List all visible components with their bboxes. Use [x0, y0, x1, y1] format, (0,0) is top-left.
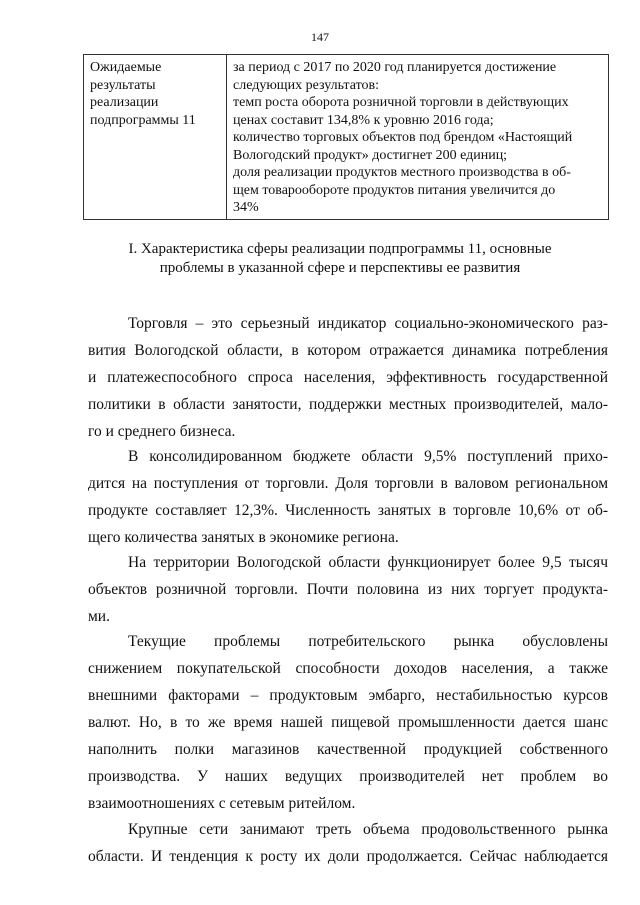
body-line: снижением покупательской способности доходов населения, а также — [88, 660, 608, 677]
content-line: 34% — [233, 200, 259, 215]
body-line: На территории Вологодской области функционирует более 9,5 тысяч — [128, 554, 608, 571]
section-heading — [110, 240, 570, 278]
body-line: внешними факторами – продуктовым эмбарго, нестабильностью курсов — [88, 687, 608, 704]
content-line: Вологодский продукт» достигнет 200 единиц; — [233, 147, 508, 163]
body-line: взаимоотношениях с сетевым ритейлом. — [88, 795, 356, 812]
content-line: темп роста оборота розничной торговли в действующих — [233, 95, 569, 110]
body-line: наполнить полки магазинов качественной продукцией собственного — [88, 741, 608, 758]
body-line: объектов розничной торговли. Почти половина из них торгует продукта- — [88, 581, 608, 598]
body-line: ми. — [88, 608, 110, 625]
label-line: реализации — [90, 95, 159, 110]
body-line: го и среднего бизнеса. — [88, 423, 236, 440]
content-line: следующих результатов: — [233, 77, 380, 93]
body-line: политики в области занятости, поддержки местных производителей, мало- — [88, 396, 608, 413]
body-line: производства. У наших ведущих производителей нет проблем во — [88, 768, 608, 785]
label-line: результаты — [90, 77, 156, 93]
table-row — [84, 55, 609, 220]
label-line: подпрограммы 11 — [90, 112, 196, 128]
body-line: дится на поступления от торговли. Доля торговли в валовом региональном — [88, 475, 608, 492]
page-number: 147 — [311, 30, 329, 44]
heading-line: проблемы в указанной сфере и перспективы ее развития — [159, 260, 521, 276]
body-line: и платежеспособного спроса населения, эффективность государственной — [88, 369, 608, 386]
body-line: области. И тенденция к росту их доли продолжается. Сейчас наблюдается — [88, 848, 608, 865]
heading-line: I. Характеристика сферы реализации подпрограммы 11, основные — [128, 241, 552, 257]
table-label-cell — [84, 55, 227, 220]
body-line: Торговля – это серьезный индикатор социально-экономического раз- — [128, 315, 608, 332]
content-line: доля реализации продуктов местного производства в об- — [233, 165, 571, 180]
content-line: количество торговых объектов под брендом «Настоящий — [233, 130, 573, 145]
body-line: Крупные сети занимают треть объема продовольственного рынка — [128, 821, 608, 838]
content-line: ценах составит 134,8% к уровню 2016 года; — [233, 112, 494, 128]
content-line: щем товарообороте продуктов питания увеличится до — [233, 182, 556, 198]
body-line: продукте составляет 12,3%. Численность занятых в торговле 10,6% от об- — [88, 502, 608, 519]
body-line: вития Вологодской области, в котором отражается динамика потребления — [88, 342, 608, 359]
content-line: за период с 2017 по 2020 год планируется достижение — [233, 60, 557, 75]
expected-results-table — [83, 54, 609, 220]
label-line: Ожидаемые — [90, 60, 162, 75]
body-line: В консолидированном бюджете области 9,5% поступлений прихо- — [128, 448, 608, 465]
table-content-cell — [227, 55, 609, 220]
body-line: Текущие проблемы потребительского рынка обусловлены — [128, 633, 608, 650]
body-line: валют. Но, в то же время нашей пищевой промышленности дается шанс — [88, 714, 608, 731]
body-line: щего количества занятых в экономике региона. — [88, 529, 399, 546]
